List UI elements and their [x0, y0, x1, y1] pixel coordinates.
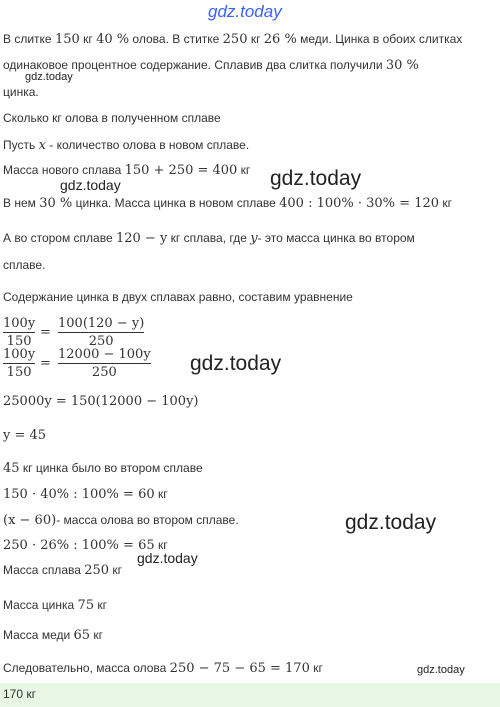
- watermark: gdz.today: [345, 511, 437, 534]
- equation-line-1: 25000y = 150(12000 − 100y): [3, 394, 199, 409]
- fraction-right-2: 12000 − 100y 250: [58, 347, 151, 380]
- fraction-right-1: 100(120 − y) 250: [58, 316, 145, 349]
- answer-text: 170 кг: [3, 687, 36, 701]
- solution-mass-total: Масса нового сплава 150 + 250 = 400 кг: [3, 163, 251, 178]
- answer-box: [0, 683, 500, 707]
- fraction-left-2: 100y 150: [3, 347, 36, 380]
- watermark: gdz.today: [137, 550, 198, 566]
- solution-let: Пусть x - количество олова в новом сплаве.: [3, 138, 250, 153]
- solution-second-alloy-cont: сплаве.: [3, 258, 46, 272]
- problem-line-3: цинка.: [3, 85, 39, 99]
- result-alloy-mass: Масса сплава 250 кг: [3, 563, 123, 578]
- fraction-left-1: 100y 150: [3, 316, 36, 349]
- solution-zinc-new: В нем 30 % цинка. Масса цинка в новом сплаве 400 : 100% · 30% = 120 кг: [3, 196, 452, 211]
- equation-line-2: y = 45: [3, 428, 47, 443]
- watermark: gdz.today: [417, 664, 465, 676]
- watermark-top: gdz.today: [208, 2, 282, 21]
- solution-second-alloy: А во стором сплаве 120 − y кг сплава, где y- это масса цинка во втором: [3, 231, 415, 246]
- equals-sign: =: [40, 325, 51, 340]
- result-copper: 250 · 26% : 100% = 65 кг: [3, 538, 168, 553]
- problem-line-1: В слитке 150 кг 40 % олова. В ститке 250 кг 26 % меди. Цинка в обоих слитках: [3, 32, 463, 47]
- result-copper-mass: Масса меди 65 кг: [3, 628, 104, 643]
- equals-sign: =: [40, 356, 51, 371]
- result-conclusion: Следовательно, масса олова 250 − 75 − 65 = 170 кг: [3, 661, 323, 676]
- watermark: gdz.today: [60, 177, 121, 193]
- watermark: gdz.today: [270, 167, 362, 190]
- result-tin-first: 150 · 40% : 100% = 60 кг: [3, 487, 168, 502]
- result-zinc-mass: Масса цинка 75 кг: [3, 598, 108, 613]
- result-zinc-second: 45 кг цинка было во втором сплаве: [3, 461, 203, 476]
- problem-line-2: одинаковое процентное содержание. Сплавив два слитка получили 30 %: [3, 58, 419, 73]
- result-tin-second: (x − 60)- масса олова во втором сплаве.: [3, 513, 239, 528]
- watermark: gdz.today: [25, 71, 73, 83]
- problem-question: Сколько кг олова в полученном сплаве: [3, 111, 221, 125]
- solution-equation-intro: Содержание цинка в двух сплавах равно, составим уравнение: [3, 290, 353, 304]
- watermark: gdz.today: [190, 352, 282, 375]
